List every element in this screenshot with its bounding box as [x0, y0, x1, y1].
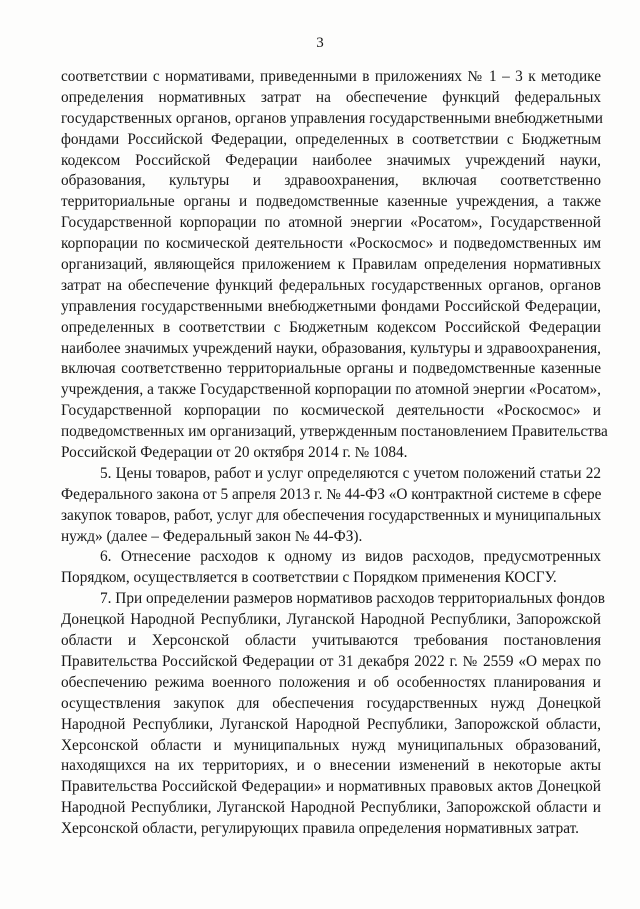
text-line: Народной Республики, Луганской Народной Республики, Запорожской области,: [61, 715, 601, 733]
text-line: корпорации по космической деятельности «Роскосмос» и подведомственных им: [61, 235, 601, 253]
text-line: Донецкой Народной Республики, Луганской Народной Республики, Запорожской: [61, 611, 601, 629]
page-number: 3: [316, 35, 324, 51]
text-line: Народной Республики, Луганской Народной Республики, Запорожской области и: [61, 799, 601, 817]
text-line: Федерального закона от 5 апреля 2013 г. № 44-ФЗ «О контрактной системе в сфере: [61, 485, 602, 503]
text-line: учреждения, а также Государственной корпорации по атомной энергии «Росатом»,: [61, 381, 601, 399]
text-line: области и Херсонской области учитываются требования постановления: [61, 632, 601, 650]
text-line: определения нормативных затрат на обеспечение функций федеральных: [61, 88, 601, 106]
text-line: организаций, являющейся приложением к Правилам определения нормативных: [61, 256, 601, 274]
text-line: государственных органов, органов управления государственными внебюджетными: [61, 109, 603, 127]
text-line: находящихся на их территориях, и о внесении изменений в некоторые акты: [61, 757, 601, 775]
text-line: 7. При определении размеров нормативов расходов территориальных фондов: [100, 590, 606, 608]
text-line: образования, культуры и здравоохранения, включая соответственно: [61, 172, 601, 190]
text-line: кодексом Российской Федерации наиболее значимых учреждений науки,: [61, 151, 601, 169]
text-line: наиболее значимых учреждений науки, образования, культуры и здравоохранения,: [61, 339, 601, 357]
text-line: фондами Российской Федерации, определенных в соответствии с Бюджетным: [61, 130, 601, 148]
text-line: подведомственных им организаций, утвержденным постановлением Правительства: [61, 423, 608, 441]
text-line: Херсонской области, регулирующих правила определения нормативных затрат.: [61, 820, 580, 838]
document-body: [61, 67, 608, 840]
text-line: 5. Цены товаров, работ и услуг определяются с учетом положений статьи 22: [100, 464, 601, 482]
text-line: соответствии с нормативами, приведенными в приложениях № 1 – 3 к методике: [61, 68, 601, 85]
text-line: затрат на обеспечение функций федеральных государственных органов, органов: [61, 276, 601, 294]
text-line: Правительства Российской Федерации» и нормативных правовых актов Донецкой: [61, 778, 601, 796]
text-line: осуществления закупок для обеспечения государственных нужд Донецкой: [61, 694, 601, 712]
text-line: включая соответственно территориальные органы и подведомственные казенные: [61, 360, 601, 378]
text-line: закупок товаров, работ, услуг для обеспечения государственных и муниципальных: [61, 506, 602, 524]
text-line: управления государственными внебюджетными фондами Российской Федерации,: [61, 297, 601, 315]
text-line: Правительства Российской Федерации от 31 декабря 2022 г. № 2559 «О мерах по: [61, 652, 601, 670]
text-line: обеспечению режима военного положения и об особенностях планирования и: [61, 673, 601, 691]
text-line: территориальные органы и подведомственные казенные учреждения, а также: [61, 193, 601, 211]
text-line: определенных в соответствии с Бюджетным кодексом Российской Федерации: [61, 318, 601, 336]
text-line: нужд» (далее – Федеральный закон № 44-ФЗ).: [61, 527, 363, 545]
text-line: Государственной корпорации по космической деятельности «Роскосмос» и: [61, 402, 601, 420]
text-line: Российской Федерации от 20 октября 2014 г. № 1084.: [61, 444, 408, 462]
text-line: Порядком, осуществляется в соответствии с Порядком применения КОСГУ.: [61, 569, 557, 587]
text-line: 6. Отнесение расходов к одному из видов расходов, предусмотренных: [100, 548, 601, 566]
text-line: Херсонской области и муниципальных нужд муниципальных образований,: [61, 736, 601, 754]
text-line: Государственной корпорации по атомной энергии «Росатом», Государственной: [61, 214, 601, 232]
